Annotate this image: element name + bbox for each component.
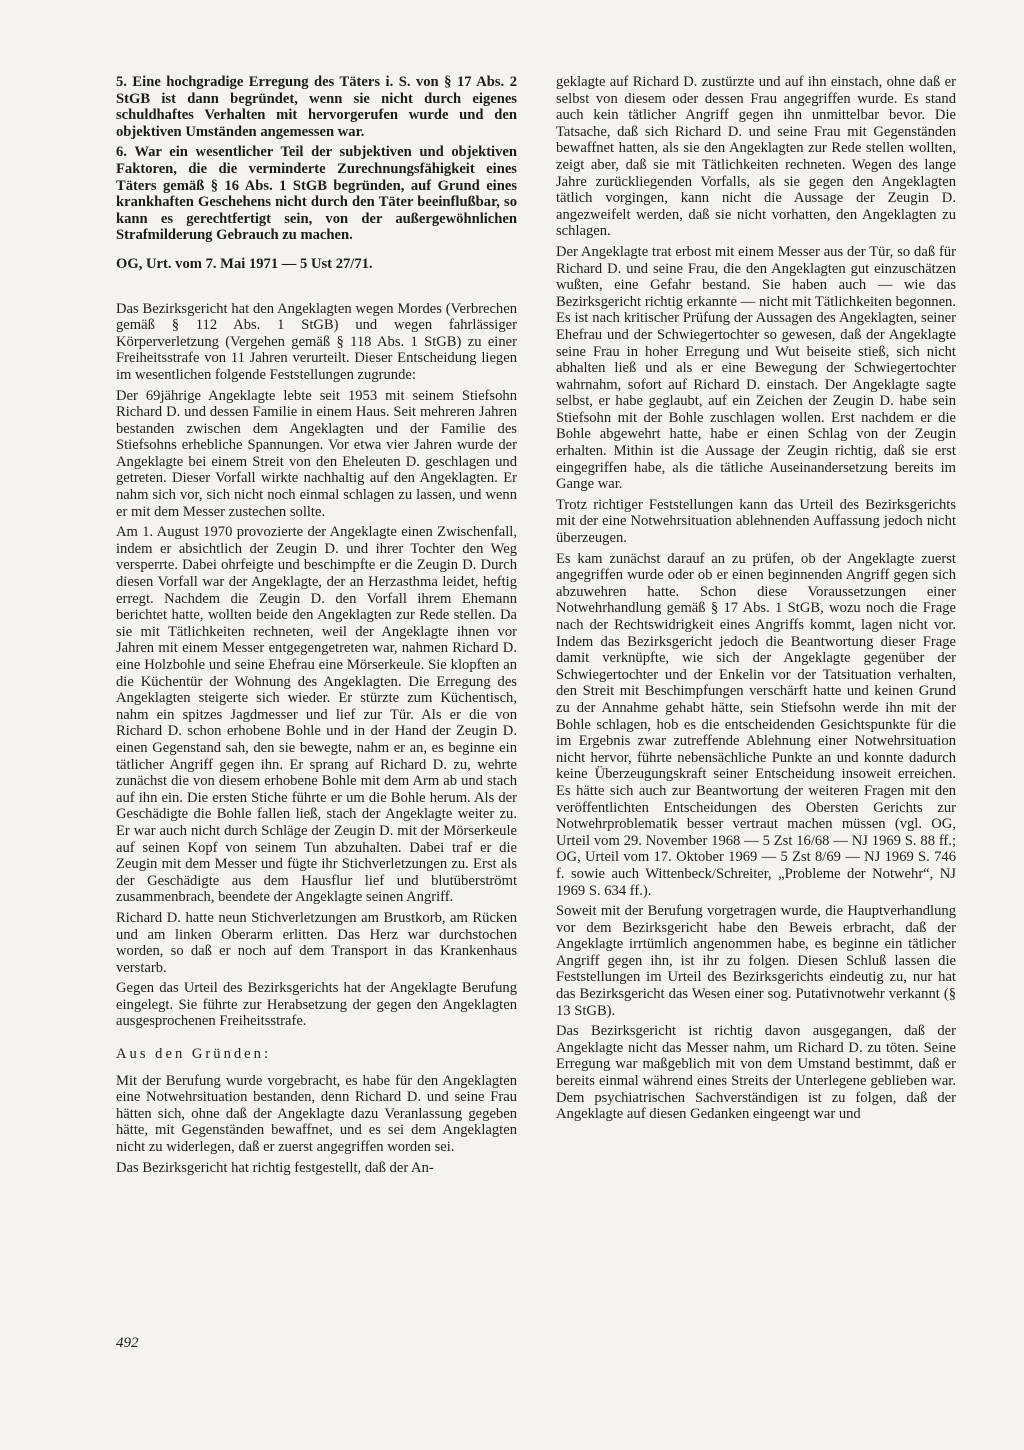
left-column [116,74,517,1180]
paragraph: Das Bezirksgericht hat richtig festgestellt, daß der An- [116,1159,434,1176]
paragraph: Am 1. August 1970 provozierte der Angeklagte einen Zwischenfall, indem er absichtlich der Zeugin D. und ihrer Tochter den Weg versperrte. Dabei ohrfeigte und beschimpfte er die Zeugin D. Durch diesen Vorfall war der Angeklagte, der an Herzasthma leidet, heftig erregt. Nachdem die Zeugin D. den Vorfall ihrem Ehemann berichtet hatte, wollten beide den Angeklagten zur Rede stellen. Da sie mit Tätlichkeiten rechneten, weil der Angeklagte ihnen vor Jahren mit einem Messer entgegengetreten war, nahmen Richard D. eine Holzbohle und seine Ehefrau eine Mörserkeule. Sie klopften an die Küchentür der Wohnung des Angeklagten. Die Erregung des Angeklagten steigerte sich wieder. Er stürzte zum Küchentisch, nahm ein spitzes Jagdmesser und lief zur Tür. Als er die von Richard D. schon erhobene Bohle und in der Hand der Zeugin D. einen Gegenstand sah, den sie bewegte, nahm er an, es beginne ein tätlicher Angriff gegen ihn. Er sprang auf Richard D. zu, wehrte zunächst die von diesem erhobene Bohle mit dem Arm ab und stach auf ihn ein. Die ersten Stiche führte er um die Bohle herum. Als der Geschädigte die Bohle fallen ließ, stach der Angeklagte weiter zu. Er war auch nicht durch Schläge der Zeugin D. mit der Mörserkeule auf seinen Kopf von seinem Tun abzuhalten. Dabei traf er die Zeugin mit dem Messer und fügte ihr Stichverletzungen zu. Erst als der Geschädigte aus dem Hausflur lief und blutüberströmt zusammenbrach, beendete der Angeklagte seinen Angriff. [116,524,517,906]
paragraph: Es kam zunächst darauf an zu prüfen, ob der Angeklagte zuerst angegriffen wurde oder ob er einen beginnenden Angriff gegen sich abzuwehren hatte. Schon diese Voraussetzungen einer Notwehrhandlung gemäß § 17 Abs. 1 StGB, wozu noch die Frage nach der Rechtswidrigkeit eines Angriffs kommt, lagen nicht vor. Indem das Bezirksgericht jedoch die Beantwortung dieser Frage damit verknüpfte, wie sich der Angeklagte gegenüber der Schwiegertochter und der Enkelin vor der Tatsituation verhalten, den Streit mit Beschimpfungen verschärft hatte und keinen Grund zu der Annahme gehabt hätte, sein Stiefsohn werde ihn mit der Bohle schlagen, hob es die entscheidenden Gesichtspunkte für die im Ergebnis zwar zutreffende Ablehnung einer Notwehrsituation nicht hervor, führte nebensächliche Punkte an und konnte dadurch keine Überzeugungskraft seiner Entscheidung insoweit erreichen. Es hätte sich auch zur Beantwortung der weiteren Fragen mit den veröffentlichten Entscheidungen des Obersten Gerichts zur Notwehrproblematik besser vertraut machen müssen (vgl. OG, Urteil vom 29. November 1968 — 5 Zst 16/68 — NJ 1969 S. 88 ff.; OG, Urteil vom 17. Oktober 1969 — 5 Zst 8/69 — NJ 1969 S. 746 f. sowie auch Wittenbeck/Schreiter, „Probleme der Notwehr“, NJ 1969 S. 634 ff.). [556,550,956,899]
paragraph: Trotz richtiger Feststellungen kann das Urteil des Bezirksgerichts mit der eine Notwehrsituation ablehnenden Auffassung jedoch nicht überzeugen. [556,496,956,547]
paragraph: Gegen das Urteil des Bezirksgerichts hat der Angeklagte Berufung eingelegt. Sie führte zur Herabsetzung der gegen den Angeklagten ausgesprochenen Freiheitsstrafe. [116,980,517,1030]
page-number: 492 [116,1335,139,1351]
right-column [556,74,956,1127]
paragraph: Soweit mit der Berufung vorgetragen wurde, die Hauptverhandlung vor dem Bezirksgericht habe den Beweis erbracht, daß der Angeklagte irrtümlich angenommen habe, es beginne ein tätlicher Angriff gegen ihn, ist ihr zu folgen. Diesen Schluß lassen die Feststellungen im Urteil des Bezirksgerichts eindeutig zu, nur hat das Bezirksgericht das Wesen einer sog. Putativnotwehr verkannt (§ 13 StGB). [556,903,956,1019]
headnote-6: 6. War ein wesentlicher Teil der subjektiven und objektiven Faktoren, die die verminderte Zurechnungsfähigkeit eines Täters gemäß § 16 Abs. 1 StGB begründen, auf Grund eines krankhaften Geschehens nicht durch den Täter beeinflußbar, so kann es gerechtfertigt sein, von der außergewöhnlichen Strafmilderung Gebrauch zu machen. [116,144,517,244]
paragraph: Der 69jährige Angeklagte lebte seit 1953 mit seinem Stiefsohn Richard D. und dessen Familie in einem Haus. Seit mehreren Jahren bestanden zwischen dem Angeklagten und der Familie des Stiefsohns erhebliche Spannungen. Vor etwa vier Jahren wurde der Angeklagte bei einem Streit von den Eheleuten D. geschlagen und getreten. Dieser Vorfall wirkte nachhaltig auf den Angeklagten. Er nahm sich vor, sich nicht noch einmal schlagen zu lassen, und wenn er mit dem Messer zustechen sollte. [116,387,517,520]
paragraph: Das Bezirksgericht hat den Angeklagten wegen Mordes (Verbrechen gemäß § 112 Abs. 1 StGB) und wegen fahrlässiger Körperverletzung (Vergehen gemäß § 118 Abs. 1 StGB) zu einer Freiheitsstrafe von 11 Jahren verurteilt. Dieser Entscheidung liegen im wesentlichen folgende Feststellungen zugrunde: [116,300,517,383]
paragraph: geklagte auf Richard D. zustürzte und auf ihn einstach, ohne daß er selbst von diesem oder dessen Frau angegriffen wurde. Es stand auch kein tätlicher Angriff gegen ihn unmittelbar bevor. Die Tatsache, daß sich Richard D. und seine Frau mit Gegenständen bewaffnet hatten, als sie den Angeklagten zur Rede stellen wollten, zeigt aber, daß sie mit Tätlichkeiten rechneten. Wegen des lange Jahre zurückliegenden Vorfalls, als sie gegen den Angeklagten tätlich vorgingen, kann nicht die Aussage der Zeugin D. angezweifelt werden, daß sie nicht vorhatten, den Angeklagten zu schlagen. [556,74,956,240]
paragraph: Richard D. hatte neun Stichverletzungen am Brustkorb, am Rücken und am linken Oberarm erlitten. Das Herz war durchstochen worden, so daß er noch auf dem Transport in das Krankenhaus verstarb. [116,909,517,976]
paragraph: Das Bezirksgericht ist richtig davon ausgegangen, daß der Angeklagte nicht das Messer nahm, um Richard D. zu töten. Seine Erregung war maßgeblich mit von dem Umstand bestimmt, daß er bereits einmal während eines Streits der Unterlegene geblieben war. Dem psychiatrischen Sachverständigen ist zu folgen, daß der Angeklagte auf diesen Gedanken eingeengt war und [556,1023,956,1123]
paragraph: Der Angeklagte trat erbost mit einem Messer aus der Tür, so daß für Richard D. und seine Frau, die den Angeklagten gut einzuschätzen wußten, eine Gefahr bestand. Sie haben auch — wie das Bezirksgericht richtig erkannte — nicht mit Tätlichkeiten begonnen. Es ist nach kritischer Prüfung der Aussagen des Angeklagten, seiner Ehefrau und der Schwiegertochter so gewesen, daß der Angeklagte seine Frau in hoher Erregung und Wut beiseite stieß, sich nicht abhalten ließ und als er eine Bewegung der Schwiegertochter wahrnahm, sofort auf Richard D. einstach. Der Angeklagte sagte selbst, er habe geglaubt, auf ein Zeichen der Zeugin D. habe sein Stiefsohn mit der Bohle zuschlagen wollen. Erst nachdem er die Bohle abgewehrt hatte, habe er einen Schlag von der Zeugin erhalten. Mithin ist die Aussage der Zeugin richtig, daß sie erst eingegriffen habe, als die tätliche Auseinandersetzung bereits im Gange war. [556,243,956,493]
section-heading: Aus den Gründen: [116,1046,272,1063]
paragraph: Mit der Berufung wurde vorgebracht, es habe für den Angeklagten eine Notwehrsituation bestanden, denn Richard D. und seine Frau hätten sich, ohne daß der Angeklagte dazu Veranlassung gegeben hätte, mit Gegenständen bewaffnet, und es sei dem Angeklagten nicht zu widerlegen, daß er zuerst angegriffen worden sei. [116,1072,517,1156]
court-reference: OG, Urt. vom 7. Mai 1971 — 5 Ust 27/71. [116,255,373,272]
headnote-5: 5. Eine hochgradige Erregung des Täters i. S. von § 17 Abs. 2 StGB ist dann begründet, wenn sie nicht durch eigenes schuldhaftes Verhalten mit hervorgerufen wurde und den objektiven Umständen angemessen war. [116,74,517,140]
